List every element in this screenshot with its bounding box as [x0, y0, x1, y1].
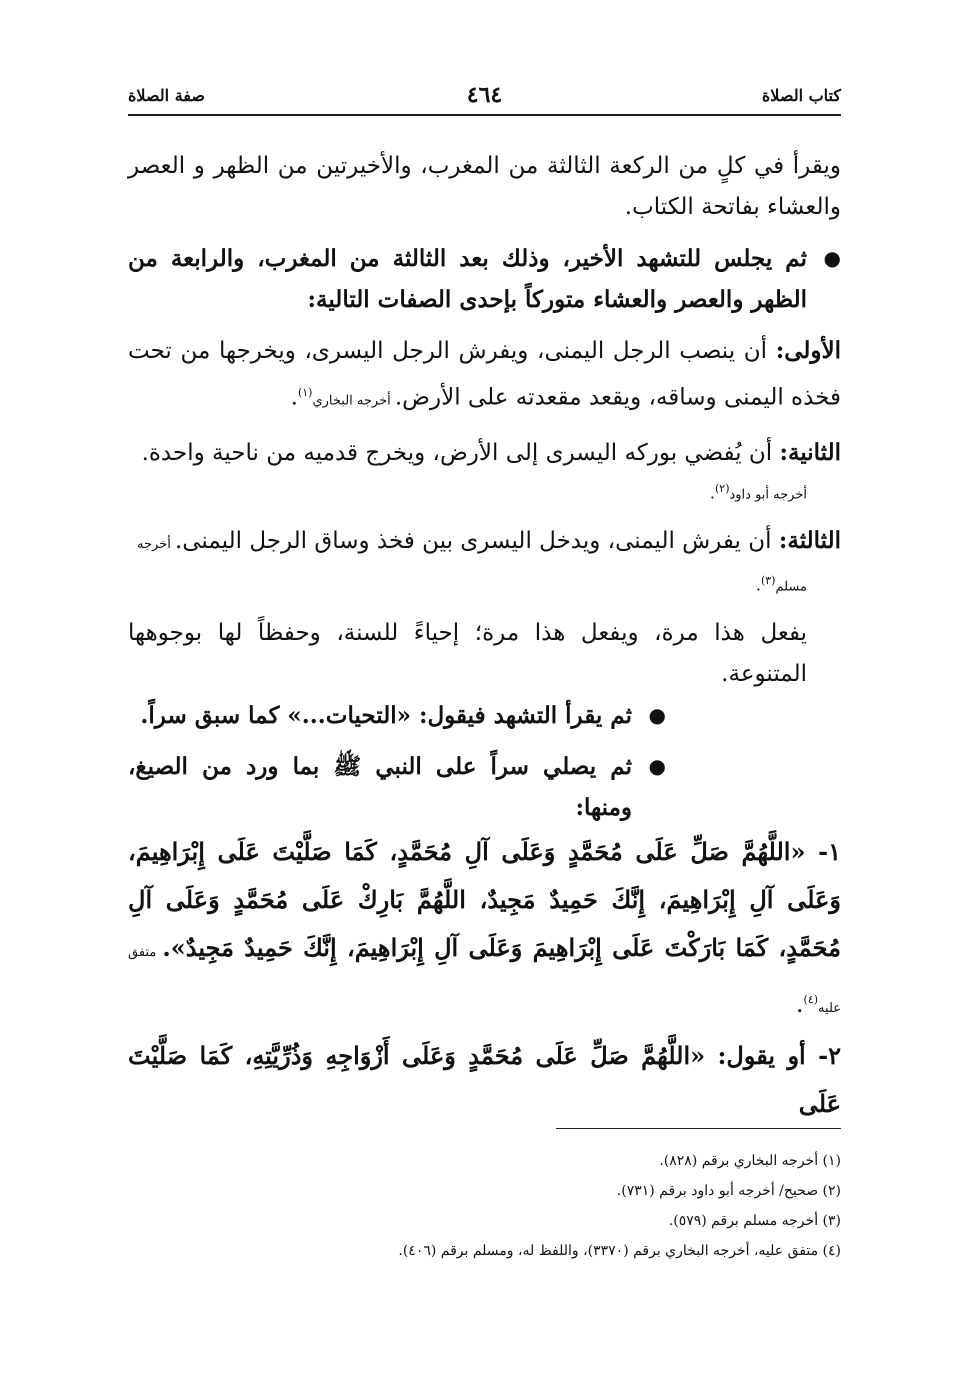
hadith-1-number: ١- — [805, 837, 841, 867]
hadith-formula-1: ١- «اللَّهُمَّ صَلِّ عَلَى مُحَمَّدٍ وَعَلَى آلِ مُحَمَّدٍ، كَمَا صَلَّيْتَ عَلَى إِبْرَاهِيمَ، وَعَلَى آلِ إِبْرَاهِيمَ، إِنَّكَ حَمِيدٌ مَجِيدٌ، اللَّهُمَّ بَارِكْ عَلَى مُحَمَّدٍ وَعَلَى آلِ مُحَمَّدٍ، كَمَا بَارَكْتَ عَلَى إِبْرَاهِيمَ وَعَلَى آلِ إِبْرَاهِيمَ، إِنَّكَ حَمِيدٌ مَجِيدٌ». متفق عليه$^{(٤)}$. — [128, 837, 842, 1019]
header-chapter-title: صفة الصلاة — [128, 86, 205, 105]
first-form-text: أن ينصب الرجل اليمنى، ويفرش الرجل اليسرى، ويخرجها من تحت فخذه اليمنى وساقه، ويقعد مقعدته على الأرض. — [128, 338, 841, 411]
bullet-salat-prophet-text: ثم يصلي سراً على النبي ﷺ بما ورد من الصيغ، ومنها: — [128, 753, 632, 822]
bullet-salat-prophet — [128, 746, 841, 828]
footnote-ref-4: (٤) — [803, 993, 819, 1007]
bullet-dot-icon: ● — [648, 754, 666, 779]
second-form-citation-line: أخرجه أبو داود$^{(٢)}$. — [709, 481, 807, 502]
paragraph-first-form: الأولى: أن ينصب الرجل اليمنى، ويفرش الرجل اليسرى، ويخرجها من تحت فخذه اليمنى وساقه، ويقعد مقعدته على الأرض. أخرجه البخاري$^{(١)}$. — [128, 337, 842, 411]
paragraph-variety — [128, 613, 841, 695]
footnote-ref-1: (١) — [297, 386, 313, 399]
second-form-citation: أخرجه أبو داود — [729, 486, 807, 502]
running-header — [128, 84, 841, 116]
footnote-1: (١) أخرجه البخاري برقم (٨٢٨). — [659, 1153, 841, 1169]
header-book-title: كتاب الصلاة — [761, 86, 841, 105]
second-form-text: أن يُفضي بوركه اليسرى إلى الأرض، ويخرج قدميه من ناحية واحدة. — [141, 439, 780, 466]
second-form-label: الثانية: — [779, 438, 841, 466]
main-text — [128, 146, 841, 1128]
footnote-4: (٤) متفق عليه، أخرجه البخاري برقم (٣٣٧٠)، واللفظ له، ومسلم برقم (٤٠٦). — [398, 1243, 841, 1259]
footnote-separator — [556, 1128, 841, 1129]
paragraph-variety-text: يفعل هذا مرة، ويفعل هذا مرة؛ إحياءً للسنة، وحفظاً لها بوجوهها المتنوعة. — [128, 620, 807, 688]
paragraph-third-form — [128, 520, 841, 565]
first-form-citation: أخرجه البخاري — [312, 393, 395, 409]
paragraph-recitation-text: ويقرأ في كلٍ من الركعة الثالثة من المغرب، والأخيرتين من الظهر و العصر والعشاء بفاتحة الكتاب. — [128, 153, 841, 220]
third-form-citation-b: مسلم — [775, 579, 807, 595]
hadith-formula-2 — [128, 1032, 841, 1128]
paragraph-second-form — [128, 432, 841, 474]
third-form-citation-a: أخرجه — [136, 536, 175, 552]
hadith-2-text: أو يقول: «اللَّهُمَّ صَلِّ عَلَى مُحَمَّدٍ وَعَلَى أَزْوَاجِهِ وَذُرِّيَّتِهِ، كَمَا صَلَّيْتَ عَلَى — [128, 1041, 841, 1119]
hadith-1-citation: متفق عليه — [128, 945, 841, 1017]
bullet-final-tashahhud — [128, 238, 841, 320]
footnote-3: (٣) أخرجه مسلم برقم (٥٧٩). — [668, 1213, 841, 1229]
footnote-2: (٢) صحيح/ أخرجه أبو داود برقم (٧٣١). — [616, 1183, 841, 1199]
bullet-final-tashahhud-text: ثم يجلس للتشهد الأخير، وذلك بعد الثالثة من المغرب، والرابعة من الظهر والعصر والعشاء متوركاً بإحدى الصفات التالية: — [128, 245, 807, 313]
hadith-1-text: «اللَّهُمَّ صَلِّ عَلَى مُحَمَّدٍ وَعَلَى آلِ مُحَمَّدٍ، كَمَا صَلَّيْتَ عَلَى إِبْرَاهِيمَ، وَعَلَى آلِ إِبْرَاهِيمَ، إِنَّكَ حَمِيدٌ مَجِيدٌ، اللَّهُمَّ بَارِكْ عَلَى مُحَمَّدٍ وَعَلَى آلِ مُحَمَّدٍ، كَمَا بَارَكْتَ عَلَى إِبْرَاهِيمَ وَعَلَى آلِ إِبْرَاهِيمَ، إِنَّكَ حَمِيدٌ مَجِيدٌ». — [128, 837, 842, 963]
bullet-recite-tashahhud — [128, 695, 841, 736]
footnote-ref-3: (٣) — [760, 573, 776, 587]
third-form-citation-line: مسلم$^{(٣)}$. — [755, 573, 807, 595]
page-number: ٤٦٤ — [466, 82, 503, 108]
bullet-dot-icon: ● — [823, 246, 841, 270]
paragraph-recitation — [128, 146, 841, 228]
third-form-text: أن يفرش اليمنى، ويدخل اليسرى بين فخذ وساق الرجل اليمنى. — [174, 527, 779, 554]
first-form-label: الأولى: — [775, 337, 842, 364]
footnote-ref-2: (٢) — [714, 481, 730, 495]
hadith-2-number: ٢- — [805, 1041, 841, 1071]
bullet-dot-icon: ● — [648, 703, 666, 728]
third-form-label: الثالثة: — [778, 526, 841, 554]
bullet-recite-tashahhud-text: ثم يقرأ التشهد فيقول: «التحيات...» كما سبق سراً. — [140, 702, 632, 730]
footnotes — [128, 1146, 841, 1266]
